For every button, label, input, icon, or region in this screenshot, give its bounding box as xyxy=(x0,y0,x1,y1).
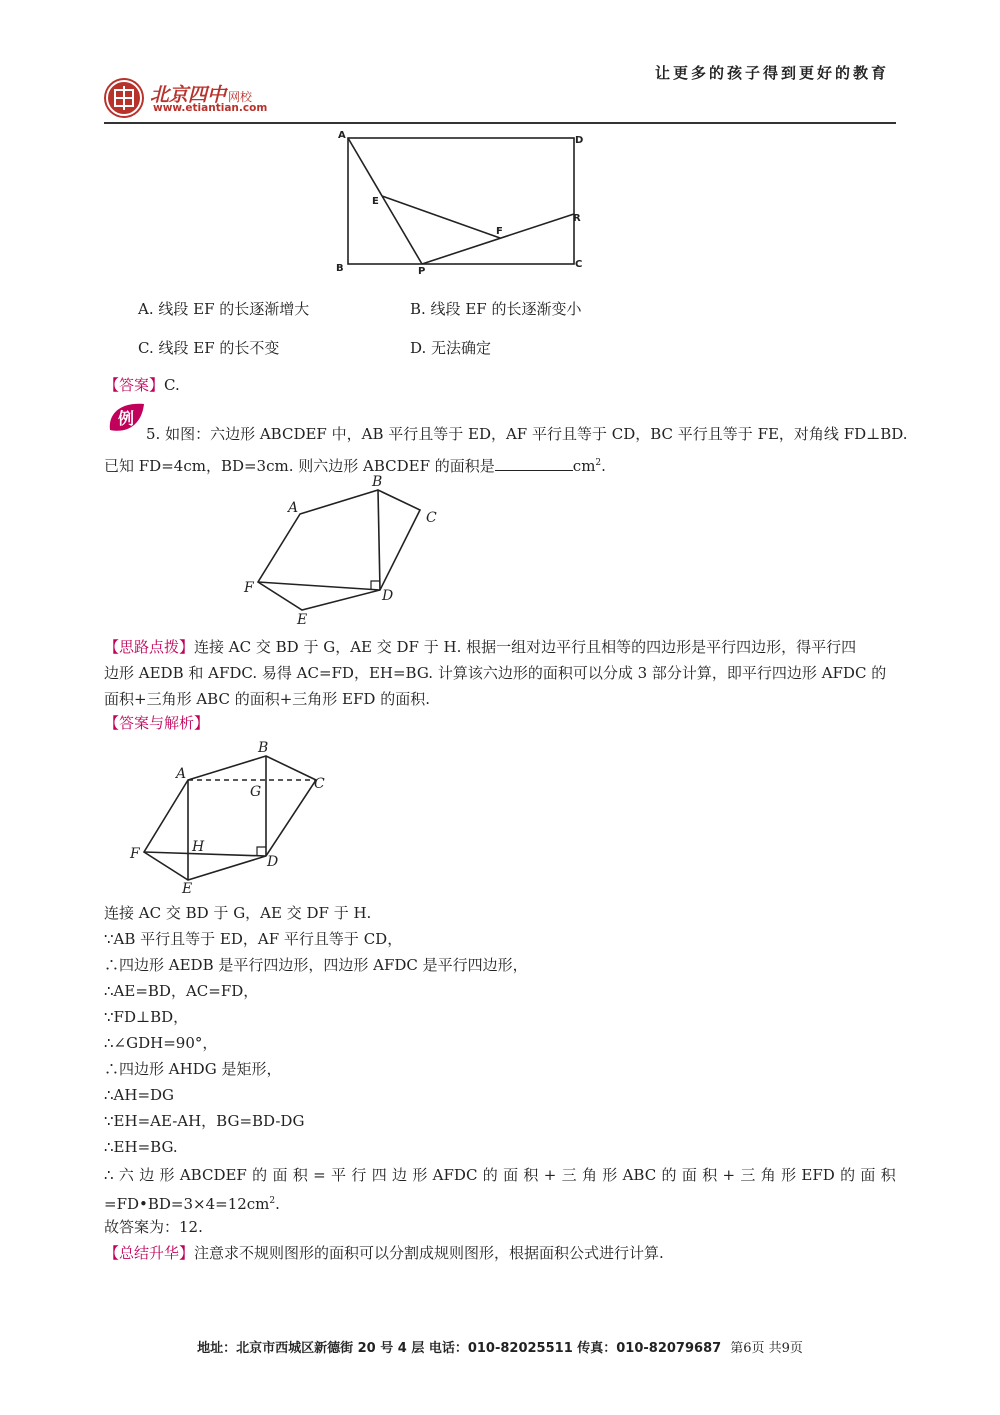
figure-hexagon-solution xyxy=(126,738,336,898)
summary-line: 【总结升华】注意求不规则图形的面积可以分割成规则图形，根据面积公式进行计算. xyxy=(104,1244,664,1262)
solution-step-4: ∴AE=BD，AC=FD， xyxy=(104,982,259,1000)
page-footer xyxy=(0,1337,1000,1356)
fig2-label-b: B xyxy=(372,474,383,490)
area-token: 面 xyxy=(272,1166,288,1184)
header-divider xyxy=(104,122,896,124)
footer-address: 地址：北京市西城区新德街 20 号 4 层 电话：010-82025511 传真：010-82079687 xyxy=(197,1341,722,1356)
school-url: www.etiantian.com xyxy=(153,102,268,114)
area-token: 形 xyxy=(602,1166,618,1184)
fig2-label-f: F xyxy=(244,580,254,596)
hint-line2: 边形 AEDB 和 AFDC. 易得 AC=FD，EH=BG. 计算该六边形的面积可以分成 3 部分计算，即平行四边形 AFDC 的 xyxy=(104,664,887,682)
area-token: 积 xyxy=(880,1166,896,1184)
fig3-label-c: C xyxy=(314,776,325,792)
area-token: 积 xyxy=(292,1166,308,1184)
fig1-label-d: D xyxy=(575,135,584,146)
solution-step-5: ∵FD⊥BD， xyxy=(104,1008,189,1026)
fig1-label-p: P xyxy=(418,266,426,277)
area-token: 的 xyxy=(252,1166,268,1184)
solution-step-7: ∴四边形 AHDG 是矩形， xyxy=(104,1060,282,1078)
fig3-label-a: A xyxy=(176,766,187,782)
area-token: 形 xyxy=(412,1166,428,1184)
solution-tag: 【答案与解析】 xyxy=(104,714,210,732)
area-token: ∴ xyxy=(104,1166,114,1184)
fig3-label-f: F xyxy=(130,846,140,862)
fig1-label-a: A xyxy=(338,130,346,141)
question-5-line1: 5. 如图：六边形 ABCDEF 中，AB 平行且等于 ED，AF 平行且等于 CD，BC 平行且等于 FE，对角线 FD⊥BD. xyxy=(146,425,908,443)
hint-tag: 【思路点拨】 xyxy=(104,638,195,656)
solution-step-3: ∴四边形 AEDB 是平行四边形，四边形 AFDC 是平行四边形， xyxy=(104,956,528,974)
option-a: A. 线段 EF 的长逐渐增大 xyxy=(138,300,310,318)
fig3-label-h: H xyxy=(192,839,205,855)
page-number: 第6页 共9页 xyxy=(730,1341,803,1356)
area-token: EFD xyxy=(801,1166,835,1184)
area-token: + xyxy=(543,1166,557,1184)
area-token: 角 xyxy=(581,1166,597,1184)
area-token: 形 xyxy=(781,1166,797,1184)
fig2-label-a: A xyxy=(288,500,299,516)
summary-tag: 【总结升华】 xyxy=(104,1244,195,1262)
area-token: 行 xyxy=(351,1166,367,1184)
example-badge-icon xyxy=(106,400,146,436)
area-token: 六 xyxy=(118,1166,134,1184)
fig1-label-f: F xyxy=(496,226,503,237)
answer-value: C. xyxy=(164,376,180,394)
area-token: 面 xyxy=(860,1166,876,1184)
answer-tag: 【答案】 xyxy=(104,376,165,394)
solution-step-2: ∵AB 平行且等于 ED，AF 平行且等于 CD， xyxy=(104,930,403,948)
solution-step-1: 连接 AC 交 BD 于 G，AE 交 DF 于 H. xyxy=(104,904,372,922)
solution-step-9: ∵EH=AE-AH，BG=BD-DG xyxy=(104,1112,305,1130)
option-c: C. 线段 EF 的长不变 xyxy=(138,339,280,357)
area-token: 的 xyxy=(482,1166,498,1184)
area-token: 三 xyxy=(740,1166,756,1184)
fig2-label-d: D xyxy=(382,588,394,604)
figure-hexagon xyxy=(240,472,450,628)
area-statement xyxy=(104,1162,896,1188)
solution-step-10: ∴EH=BG. xyxy=(104,1138,178,1156)
final-answer: 故答案为：12. xyxy=(104,1218,203,1236)
area-token: ABC xyxy=(622,1166,657,1184)
answer-line xyxy=(104,372,180,398)
fig1-label-r: R xyxy=(573,213,581,224)
fig3-label-b: B xyxy=(258,740,269,756)
area-token: = xyxy=(313,1166,326,1184)
area-token: ABCDEF xyxy=(179,1166,247,1184)
fig3-label-e: E xyxy=(182,881,193,897)
area-token: 三 xyxy=(561,1166,577,1184)
area-token: 四 xyxy=(371,1166,387,1184)
answer-blank xyxy=(495,456,573,471)
area-token: 的 xyxy=(840,1166,856,1184)
area-token: 面 xyxy=(503,1166,519,1184)
solution-step-8: ∴AH=DG xyxy=(104,1086,175,1104)
fig1-label-c: C xyxy=(575,259,583,270)
area-token: 积 xyxy=(523,1166,539,1184)
area-token: 边 xyxy=(392,1166,408,1184)
fig3-label-g: G xyxy=(250,784,262,800)
area-token: 面 xyxy=(681,1166,697,1184)
option-b: B. 线段 EF 的长逐渐变小 xyxy=(410,300,582,318)
area-token: 边 xyxy=(139,1166,155,1184)
area-token: 积 xyxy=(702,1166,718,1184)
question-5-line2: 已知 FD=4cm，BD=3cm. 则六边形 ABCDEF 的面积是 $cm^2$. xyxy=(104,457,606,475)
area-token: 角 xyxy=(760,1166,776,1184)
hint-line1: 【思路点拨】连接 AC 交 BD 于 G，AE 交 DF 于 H. 根据一组对边平行且相等的四边形是平行四边形，得平行四 xyxy=(104,638,857,656)
area-token: 的 xyxy=(661,1166,677,1184)
area-token: + xyxy=(722,1166,736,1184)
solution-step-6: ∴∠GDH=90°， xyxy=(104,1034,218,1052)
area-result: $=FD•BD=3\times 4=12cm^2$. xyxy=(104,1195,280,1213)
header-slogan: 让更多的孩子得到更好的教育 xyxy=(655,64,890,82)
fig3-label-d: D xyxy=(267,854,279,870)
figure-rectangle-abcd xyxy=(330,126,590,276)
svg-text:例: 例 xyxy=(118,409,135,428)
fig2-label-e: E xyxy=(297,612,308,628)
fig1-label-b: B xyxy=(336,263,344,274)
option-d: D. 无法确定 xyxy=(410,339,492,357)
school-name: 北京四中 网校 xyxy=(150,84,253,106)
school-logo-icon xyxy=(104,78,144,118)
fig1-label-e: E xyxy=(372,196,379,207)
area-token: 平 xyxy=(331,1166,347,1184)
area-token: AFDC xyxy=(432,1166,478,1184)
hint-line3: 面积+三角形 ABC 的面积+三角形 EFD 的面积. xyxy=(104,690,430,708)
fig2-label-c: C xyxy=(426,510,437,526)
area-token: 形 xyxy=(159,1166,175,1184)
